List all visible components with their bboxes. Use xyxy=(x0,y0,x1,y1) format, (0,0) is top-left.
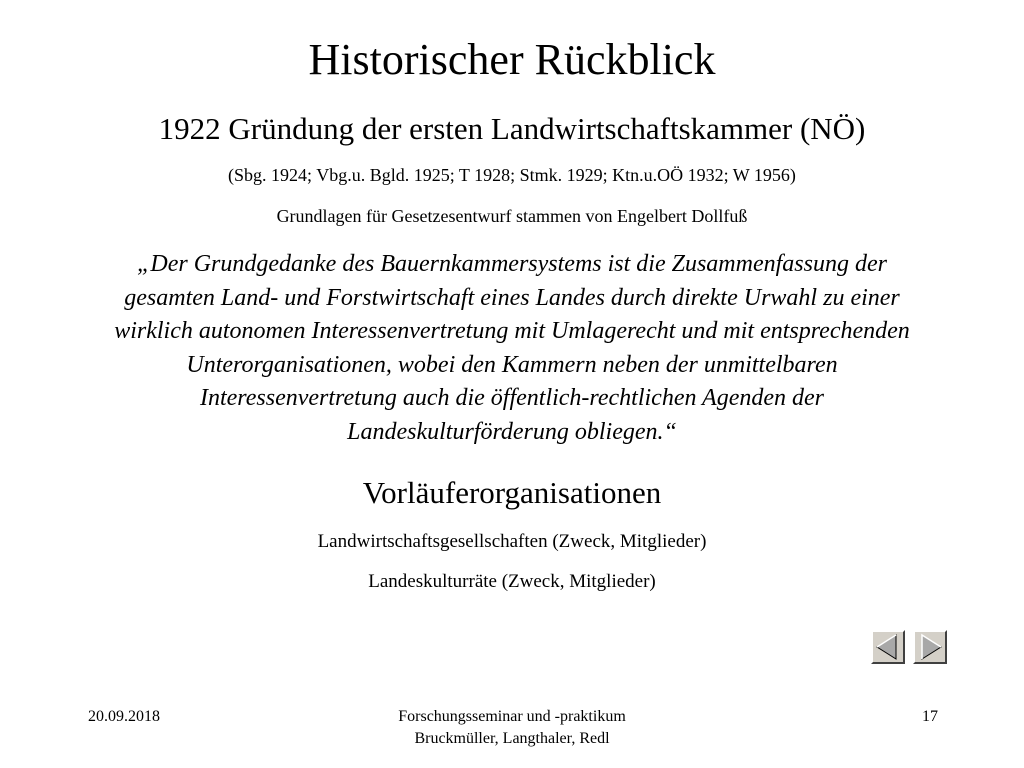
quote-block xyxy=(30,248,994,450)
predecessor-item: Landwirtschaftsgesellschaften (Zweck, Mitglieder) xyxy=(317,531,707,552)
quote-line: wirklich autonomen Interessenvertretung mit Umlagerecht und mit entsprechenden xyxy=(114,318,910,345)
quote-line: gesamten Land- und Forstwirtschaft eines Landes durch direkte Urwahl zu einer xyxy=(124,284,900,311)
triangle-right-icon xyxy=(915,632,945,662)
footer-authors: Bruckmüller, Langthaler, Redl xyxy=(414,730,610,747)
quote-line: „Der Grundgedanke des Bauernkammersystems ist die Zusammenfassung der xyxy=(137,251,887,277)
footer-course xyxy=(312,706,712,750)
predecessor-heading: Vorläuferorganisationen xyxy=(362,475,662,510)
slide-number: 17 xyxy=(922,708,938,725)
quote-line: Landeskulturförderung obliegen.“ xyxy=(347,418,677,445)
quote-line: Unterorganisationen, wobei den Kammern neben der unmittelbaren xyxy=(186,351,838,378)
previous-slide-button[interactable] xyxy=(871,630,905,664)
triangle-left-icon xyxy=(873,632,903,662)
founding-heading: 1922 Gründung der ersten Landwirtschaftskammer (NÖ) xyxy=(158,111,866,146)
predecessor-item: Landeskulturräte (Zweck, Mitglieder) xyxy=(368,571,656,592)
founding-details: (Sbg. 1924; Vbg.u. Bgld. 1925; T 1928; Stmk. 1929; Ktn.u.OÖ 1932; W 1956) xyxy=(228,165,796,185)
footer-date: 20.09.2018 xyxy=(88,708,160,725)
footer-course-title: Forschungsseminar und -praktikum xyxy=(398,708,626,725)
founding-note: Grundlagen für Gesetzesentwurf stammen von Engelbert Dollfuß xyxy=(276,206,748,226)
slide-title: Historischer Rückblick xyxy=(308,35,716,84)
next-slide-button[interactable] xyxy=(913,630,947,664)
quote-line: Interessenvertretung auch die öffentlich-rechtlichen Agenden der xyxy=(199,385,825,412)
